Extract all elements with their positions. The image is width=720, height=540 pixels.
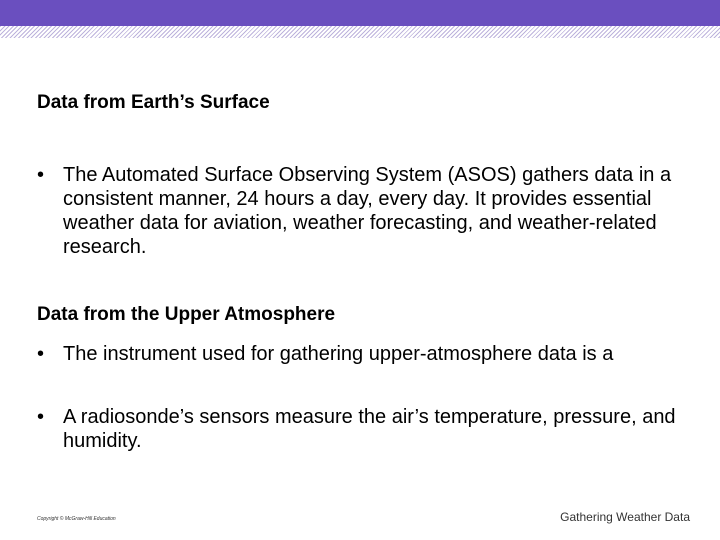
bullet-asos: [37, 163, 677, 259]
bullet-text: The instrument used for gathering upper-atmosphere data is a: [63, 343, 614, 365]
header-hatch-stripe: [0, 26, 720, 38]
section-heading-upper-atmosphere: Data from the Upper Atmosphere: [37, 304, 336, 325]
bullet-text: The Automated Surface Observing System (ASOS) gathers data in a consistent manner, 24 hours a day, every day. It provides essential weather data for aviation, weather forecasting, and weather-related research.: [63, 164, 672, 258]
bullet-dot-icon: •: [37, 406, 45, 428]
bullet-radiosonde: [37, 405, 677, 453]
header-bar: [0, 0, 720, 26]
section-heading-surface: Data from Earth’s Surface: [37, 92, 270, 113]
copyright-notice: Copyright © McGraw-Hill Education: [37, 516, 116, 522]
footer-title: Gathering Weather Data: [560, 510, 690, 524]
bullet-dot-icon: •: [37, 343, 45, 365]
bullet-dot-icon: •: [37, 164, 45, 186]
bullet-instrument: [37, 342, 677, 366]
bullet-text: A radiosonde’s sensors measure the air’s temperature, pressure, and humidity.: [63, 406, 676, 452]
